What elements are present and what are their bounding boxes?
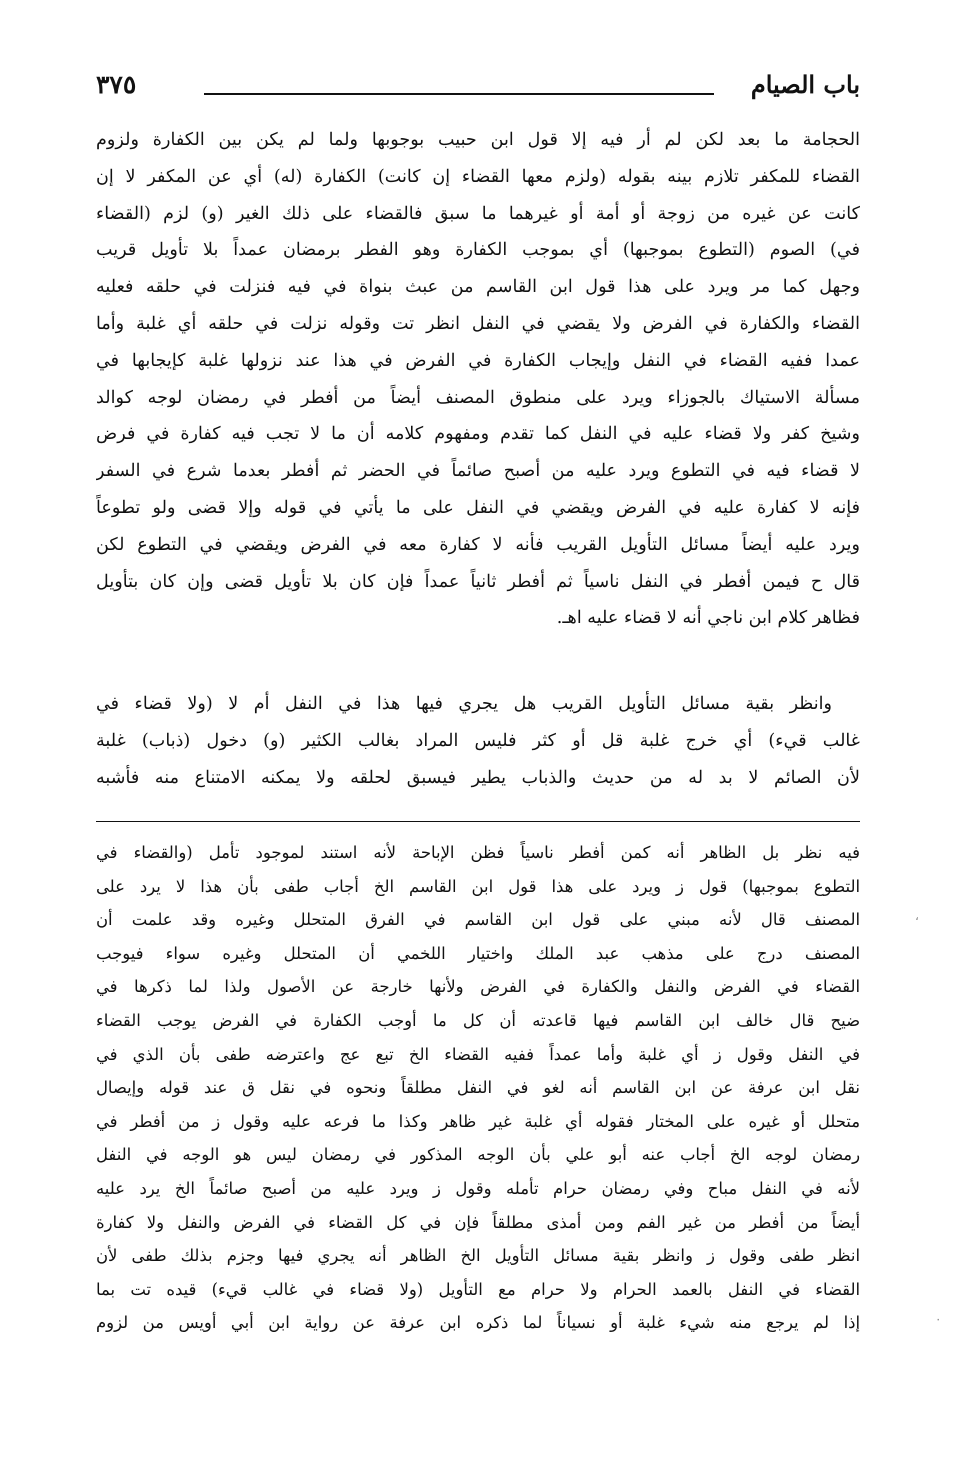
margin-mark: ٠ <box>935 1312 942 1326</box>
page-header <box>96 66 860 106</box>
footnote-line: لأنه في النفل مباح وفي رمضان حرام تأمله وقول ز ويرد عليه من أصبح صائماً الخ يرد عليه <box>96 1178 860 1198</box>
main-line: غالب قيء) أي خرج غلبة قل أو كثر فليس المراد بغالب الكثير (و) دخول (ذباب) غلبة <box>96 730 860 751</box>
footnote-text <box>96 836 860 1340</box>
main-line: قال ح فيمن أفطر في النفل ناسياً ثم أفطر ثانياً عمداً فإن كان بلا تأويل قضى وإن كان بتأويل <box>96 571 860 592</box>
main-line: الحجامة ما بعد لكن لم أر فيه إلا قول ابن حبيب بوجوبها ولما لم يكن بين الكفارة ولزوم <box>96 130 860 150</box>
main-line: عمدا ففيه القضاء في النفل وإيجاب الكفارة في الفرض في هذا عند نزولها غلبة كإيجابها في <box>96 350 860 371</box>
footnote-line: القضاء في الفرض والنفل والكفارة في الفرض ولأنها خارجة عن الأصول ولذا لما ذكرها في <box>96 977 860 997</box>
main-line: القضاء والكفارة في الفرض ولا يقضي في النفل انظر تت وقوله نزلت في حلقه أي غلبة وأما <box>96 313 860 334</box>
main-line: ويرد عليه أيضاً مسائل التأويل القريب فأنه لا كفارة معه في الفرض ويقضي في التطوع لكن <box>96 534 860 555</box>
footnote-line: التطوع بموجبها) قول ز ويرد على هذا قول ابن القاسم الخ أجاب طفى بأن هذا لا يرد على <box>96 876 860 896</box>
main-line: في) الصوم (التطوع بموجبها) أي بموجب الكفارة وهو الفطر برمضان عمداً بلا تأويل قريب <box>96 240 860 261</box>
header-rule <box>204 93 714 95</box>
footnote-line: فيه نظر بل الظاهر أنه كمن أفطر ناسياً فظن الإباحة لأنه استند لموجود تأمل (والقضاء في <box>96 843 860 862</box>
page-number: ٣٧٥ <box>96 70 137 99</box>
main-line: لا قضاء فيه في التطوع ويرد عليه من أصبح صائماً في الحضر ثم أفطر بعدما شرع في السفر <box>96 461 860 482</box>
main-line: القضاء للمكفر تلازم بينه بقوله (ولزم معها القضاء إن كانت) الكفارة (له) أي عن المكفر لا إن <box>96 166 860 187</box>
footnote-line: رمضان لوجه الخ أجاب عنه أبو علي بأن الوجه المذكور في رمضان ليس هو الوجه في النفل <box>96 1145 860 1165</box>
footnote-line: في النفل وقول ز أي غلبة وأما عمداً ففيه القضاء الخ تبع عج واعترضه طفى بأن الذي في <box>96 1044 860 1064</box>
main-text <box>96 122 860 637</box>
chapter-title: باب الصيام <box>750 70 860 99</box>
main-line: وشيخ كفر ولا قضاء عليه في النفل كما تقدم ومفهوم كلامه أن ما لا تجب فيه كفارة في فرض <box>96 424 860 445</box>
footnote-separator <box>96 821 860 822</box>
main-line: لأن الصائم لا بد له من حديث والذباب يطير فيسبق لحلقه ولا يمكنه الامتناع منه فأشبه <box>96 767 860 788</box>
main-line: فظاهر كلام ابن ناجي أنه لا قضاء عليه اهـ. <box>556 608 860 629</box>
footnote-line: أيضاً من أفطر من غير الفم ومن أمذى مطلقاً فإن في كل القضاء في الفرض والنفل ولا كفارة <box>96 1212 860 1232</box>
main-text-paragraph-2 <box>96 686 860 796</box>
margin-mark: ، <box>915 909 919 923</box>
footnote-line: إذا لم يرجع منه شيء غلبة أو نسياناً لما ذكره ابن عرفة عن رواية ابن أبي أويس من لزوم <box>96 1313 860 1333</box>
main-line: مسألة الاستياك بالجوزاء ويرد على منطوق المصنف أيضاً من أفطر في رمضان لوجه كوالد <box>96 387 860 408</box>
main-line: وجهل كما مر ويرد على هذا قول ابن القاسم من عبث بنواة في فيه فنزلت في حلقه فعليه <box>96 277 860 298</box>
main-line: وانظر بقية مسائل التأويل القريب هل يجري فيها هذا في النفل أم لا (ولا قضاء في <box>96 694 832 714</box>
footnote-line: المصنف درج على مذهب عبد الملك واختيار اللخمي أن المتحلل وغيره سواء فيوجب <box>96 943 860 963</box>
main-line: فإنه لا كفارة عليه في الفرض ويقضي في النفل على ما يأتي في قوله وإلا قضى ولو تطوعاً <box>96 497 860 518</box>
footnote-line: انظر طفى وقول ز وانظر بقية مسائل التأويل الخ الظاهر أنه يجري فيها وجزم بذلك طفى لأن <box>96 1246 860 1266</box>
footnote-line: القضاء في النفل بالعمد الحرام ولا حرام مع التأويل (ولا قضاء في غالب قيء) قيده تت بما <box>96 1279 860 1299</box>
footnote-line: متحلل أو غيره على المختار فقوله أي غلبة غير ظاهر وكذا ما فرعه عليه وقول ز من أفطر في <box>96 1111 860 1131</box>
footnote-line: ضيح قال خالف ابن القاسم فيها قاعدته أن كل ما أوجب الكفارة في الفرض يوجب القضاء <box>96 1010 860 1030</box>
footnote-line: المصنف قال لأنه مبني على قول ابن القاسم في الفرق المتحلل وغيره وقد علمت أن <box>96 910 860 930</box>
footnote-line: نقل ابن عرفة عن ابن القاسم أنه لغو في النفل مطلقاً ونحوه في نقل ق عند قوله وإيصال <box>96 1078 860 1098</box>
main-line: كانت عن غيره من زوجة أو أمة أو غيرهما ما سبق فالقضاء على ذلك الغير (و) لزم (القضاء <box>96 203 860 224</box>
